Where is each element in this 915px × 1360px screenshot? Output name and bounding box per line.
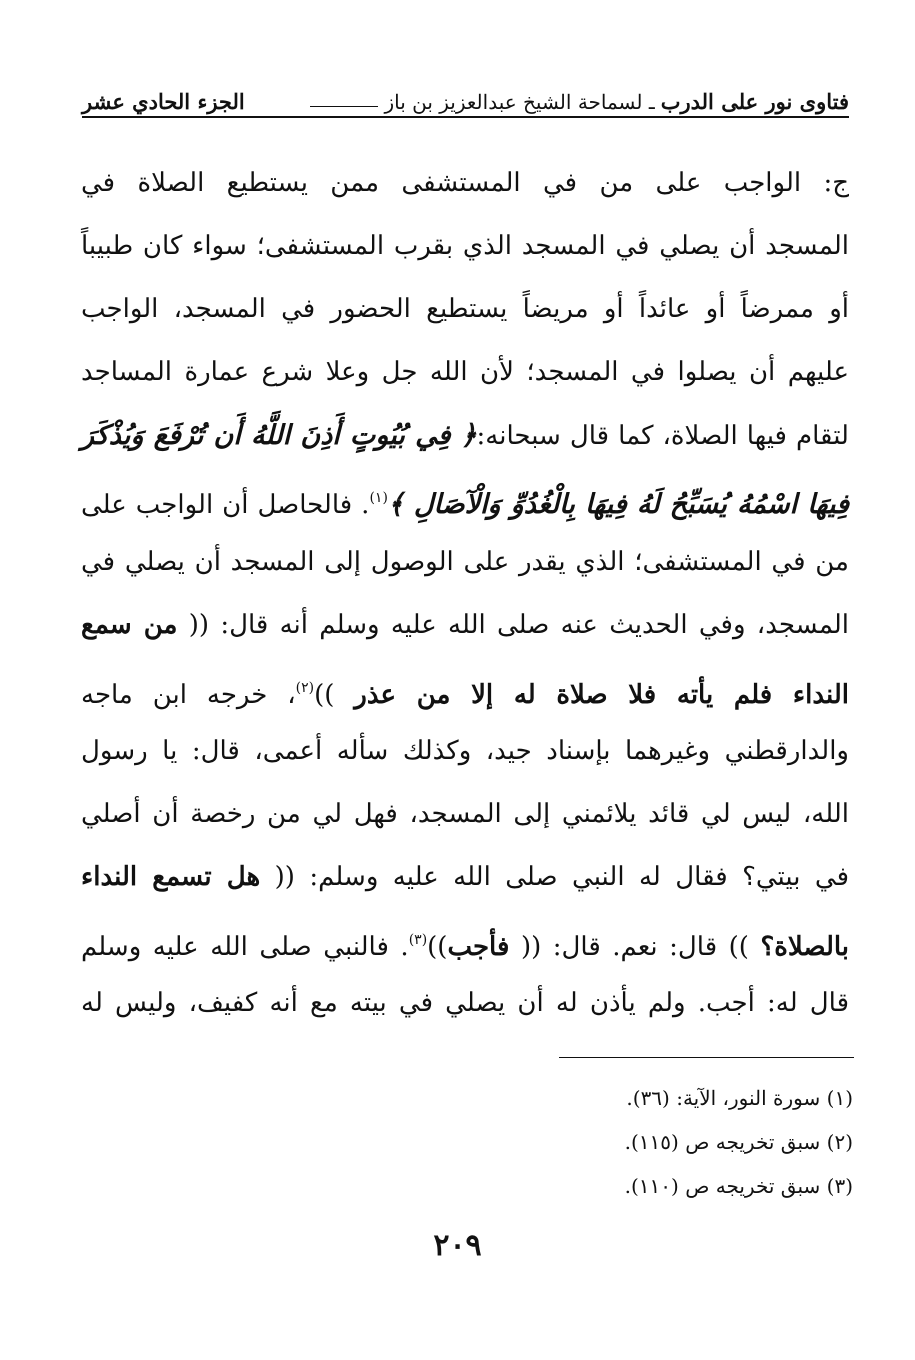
text-line (81, 278, 849, 341)
footnote: (١) سورة النور، الآية: (٣٦). (626, 1086, 853, 1110)
text-line (81, 215, 849, 278)
text-line (81, 467, 849, 530)
footnote: (٣) سبق تخريجه ص (١١٠). (624, 1174, 853, 1198)
hadith-text: بالصلاة؟ (760, 932, 850, 963)
text-run: المسجد أن يصلي في المسجد الذي بقرب المستشفى؛ سواء كان طبيباً (81, 231, 849, 262)
book-title: فتاوى نور على الدرب (660, 89, 849, 114)
text-run: )) (314, 679, 335, 710)
footnote-ref: (٢) (295, 679, 315, 696)
text-run: . فالحاصل أن الواجب على (81, 490, 370, 521)
header-title-group (310, 89, 849, 114)
text-run: في بيتي؟ فقال له النبي صلى الله عليه وسلم: (( (274, 862, 849, 893)
text-run: المسجد، وفي الحديث عنه صلى الله عليه وسلم أنه قال: (( (188, 609, 850, 640)
text-run: ، خرجه ابن ماجه (81, 679, 296, 710)
text-line (81, 404, 849, 467)
part-title: الجزء الحادي عشر (82, 89, 245, 114)
footnotes (625, 1076, 853, 1208)
text-line (81, 909, 849, 972)
footnote-ref: (٣) (408, 932, 428, 949)
header-dash (310, 106, 378, 107)
text-line (81, 594, 849, 657)
footnote-ref: (١) (369, 490, 388, 507)
text-run: )) قال: نعم. قال: (( (520, 932, 749, 963)
text-line (81, 783, 849, 846)
hadith-text: من سمع (81, 609, 178, 640)
text-run: عليهم أن يصلوا في المسجد؛ لأن الله جل وعلا شرع عمارة المساجد (81, 357, 849, 388)
text-run: من في المستشفى؛ الذي يقدر على الوصول إلى المسجد أن يصلي في (81, 546, 849, 577)
footnote-divider (559, 1057, 854, 1058)
main-text (81, 152, 849, 1035)
quran-verse: ﴿ فِي بُيُوتٍ أَذِنَ اللَّهُ أَن تُرْفَعَ وَيُذْكَرَ (81, 420, 477, 452)
text-run: الله، ليس لي قائد يلائمني إلى المسجد، فهل لي من رخصة أن أصلي (81, 798, 849, 829)
text-line (81, 152, 849, 215)
running-header (82, 84, 849, 118)
text-run: قال له: أجب. ولم يأذن له أن يصلي في بيته مع أنه كفيف، وليس له (81, 988, 849, 1019)
quran-verse: فِيهَا اسْمُهُ يُسَبِّحُ لَهُ فِيهَا بِالْغُدُوِّ وَالْآصَالِ ﴾ (387, 489, 849, 521)
text-line (81, 341, 849, 404)
text-line (81, 972, 849, 1035)
hadith-text: النداء فلم يأته فلا صلاة له إلا من عذر (354, 679, 850, 710)
text-line (81, 657, 849, 720)
text-line (81, 720, 849, 783)
text-line (81, 531, 849, 594)
text-run: والدارقطني وغيرهما بإسناد جيد، وكذلك سأله أعمى، قال: يا رسول (81, 735, 849, 766)
text-run: ج: الواجب على من في المستشفى ممن يستطيع الصلاة في (81, 168, 849, 198)
page-number: ٢٠٩ (433, 1228, 482, 1263)
text-run: لتقام فيها الصلاة، كما قال سبحانه: (476, 421, 849, 452)
text-line (81, 846, 849, 909)
text-run: )) (427, 932, 448, 963)
hadith-text: فأجب (447, 932, 510, 963)
author-name: ـ لسماحة الشيخ عبدالعزيز بن باز (384, 90, 655, 114)
hadith-text: هل تسمع النداء (81, 862, 261, 893)
footnote: (٢) سبق تخريجه ص (١١٥). (624, 1130, 853, 1154)
text-run: أو ممرضاً أو عائداً أو مريضاً يستطيع الحضور في المسجد، الواجب (81, 294, 849, 325)
text-run: . فالنبي صلى الله عليه وسلم (81, 932, 409, 963)
